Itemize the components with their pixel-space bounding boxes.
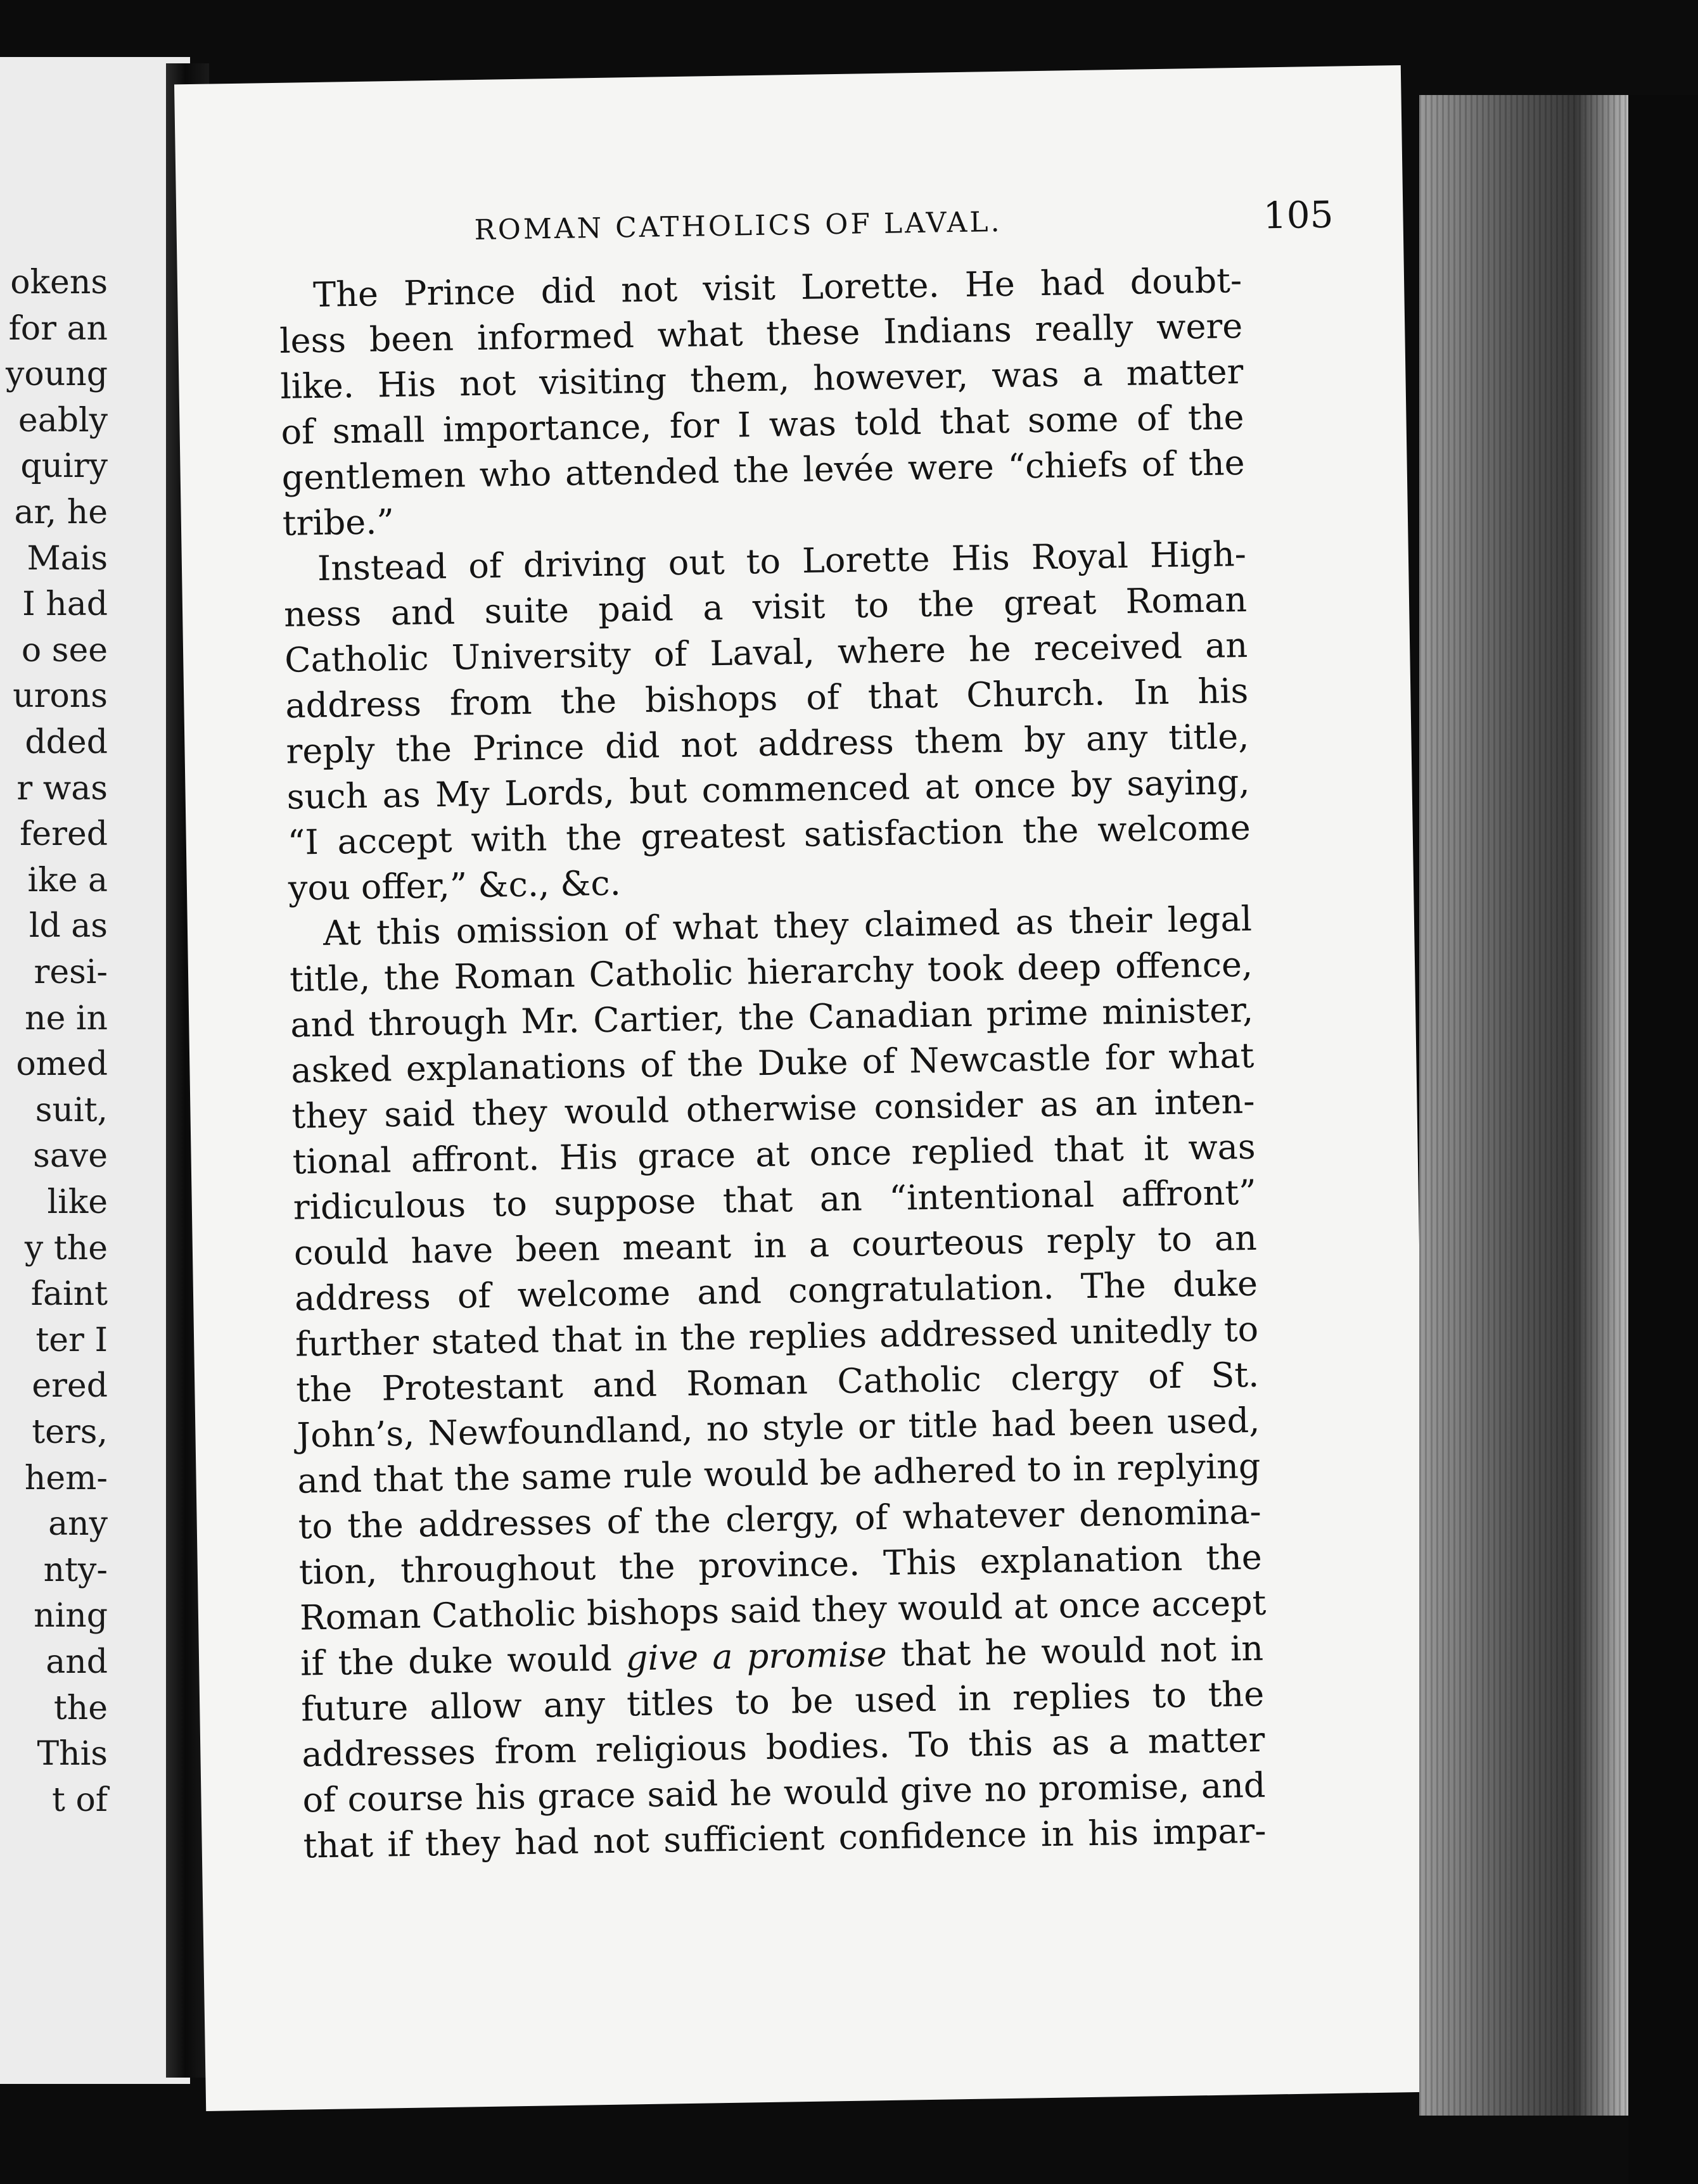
text-run: if the duke would: [300, 1638, 627, 1684]
left-page-line-fragment: young: [6, 355, 108, 394]
left-page-line-fragment: suit,: [35, 1091, 108, 1129]
text-line: ridiculous to suppose that an “intentional affront”: [293, 1172, 1257, 1228]
text-line: you offer,” &c., &c.: [288, 863, 622, 908]
left-page-line-fragment: okens: [10, 263, 108, 302]
left-page-line-fragment: I had: [22, 585, 108, 624]
text-line: reply the Prince did not address them by any title,: [286, 716, 1249, 771]
left-page-line-fragment: ne in: [25, 999, 108, 1038]
left-page-line-fragment: fered: [20, 815, 108, 854]
left-page-line-fragment: ar, he: [14, 493, 108, 531]
text-run: that he would not in: [886, 1628, 1264, 1675]
book-page: [174, 65, 1433, 2111]
left-page-line-fragment: ered: [32, 1367, 108, 1406]
running-head: ROMAN CATHOLICS OF LAVAL.: [474, 205, 1002, 246]
book-fore-edge: [1419, 95, 1628, 2116]
text-line: gentlemen who attended the levée were “chiefs of the: [281, 442, 1246, 498]
text-line: John’s, Newfoundland, no style or title had been used,: [297, 1400, 1260, 1456]
left-page-line-fragment: eably: [18, 401, 108, 440]
text-line: tion, throughout the province. This explanation the: [298, 1537, 1263, 1592]
left-page-line-fragment: ike a: [27, 861, 108, 899]
text-line: further stated that in the replies addressed unitedly to: [295, 1309, 1259, 1364]
text-line: like. His not visiting them, however, was a matter: [280, 351, 1244, 407]
left-page-line-fragment: ters,: [32, 1413, 108, 1451]
text-line: address of welcome and congratulation. The duke: [294, 1263, 1258, 1319]
text-line: tribe.”: [282, 502, 395, 543]
left-page-line-fragment: ter I: [35, 1321, 108, 1359]
text-line: addresses from religious bodies. To this as a matter: [301, 1719, 1265, 1775]
text-line: tional affront. His grace at once replied that it was: [292, 1126, 1256, 1182]
page-header: [176, 192, 1403, 262]
left-page-line-fragment: and: [46, 1643, 108, 1681]
left-page-line-fragment: any: [48, 1505, 108, 1544]
left-page-line-fragment: y the: [24, 1229, 108, 1267]
left-page-line-fragment: ning: [34, 1597, 108, 1635]
left-page-line-fragment: for an: [8, 309, 108, 348]
text-line: Instead of driving out to Lorette His Royal High-: [317, 533, 1247, 588]
page-number: 105: [1263, 193, 1334, 238]
text-line: they said they would otherwise consider as an inten-: [291, 1081, 1255, 1136]
text-line: address from the bishops of that Church. In his: [284, 670, 1249, 726]
text-line: Catholic University of Laval, where he received an: [284, 625, 1248, 680]
left-page-line-fragment: resi-: [34, 953, 108, 991]
text-line: “I accept with the greatest satisfaction the welcome: [287, 807, 1251, 863]
left-page-line-fragment: This: [37, 1735, 108, 1774]
left-page-line-fragment: like: [47, 1183, 108, 1221]
text-line: to the addresses of the clergy, of whatever denomina-: [298, 1491, 1262, 1547]
text-line: asked explanations of the Duke of Newcastle for what: [290, 1035, 1254, 1091]
body-text: [279, 258, 1267, 1869]
text-line: such as My Lords, but commenced at once by saying,: [286, 761, 1250, 817]
text-line: of small importance, for I was told that some of the: [281, 397, 1244, 452]
text-line: The Prince did not visit Lorette. He had doubt-: [312, 260, 1242, 315]
left-page-line-fragment: hem-: [24, 1459, 108, 1497]
left-page-line-fragment: r was: [16, 769, 108, 808]
text-line: future allow any titles to be used in replies to the: [300, 1673, 1265, 1729]
left-page-line-fragment: t of: [52, 1781, 108, 1819]
background-shadow: [1628, 95, 1698, 2184]
text-line: Roman Catholic bishops said they would at once accept: [299, 1582, 1267, 1638]
left-page-line-fragment: faint: [30, 1275, 108, 1314]
text-line: the Protestant and Roman Catholic clergy of St.: [295, 1354, 1260, 1410]
text-line: and that the same rule would be adhered to in replying: [297, 1445, 1261, 1501]
text-line: ness and suite paid a visit to the great Roman: [283, 579, 1248, 635]
text-line: title, the Roman Catholic hierarchy took deep offence,: [289, 944, 1253, 1000]
left-page-line-fragment: dded: [25, 723, 108, 761]
left-page-fragment: [0, 57, 190, 2084]
left-page-line-fragment: omed: [16, 1045, 108, 1084]
text-line: that if they had not sufficient confidence in his impar-: [303, 1810, 1267, 1866]
left-page-line-fragment: save: [33, 1137, 108, 1176]
text-line: less been informed what these Indians really were: [279, 305, 1243, 361]
left-page-line-fragment: ld as: [29, 907, 108, 946]
left-page-line-fragment: Mais: [27, 539, 108, 578]
text-line: of course his grace said he would give no promise, and: [302, 1765, 1266, 1820]
text-line: could have been meant in a courteous reply to an: [293, 1217, 1258, 1273]
text-line: and through Mr. Cartier, the Canadian prime minister,: [290, 989, 1254, 1045]
left-page-line-fragment: quiry: [20, 447, 108, 486]
left-page-line-fragment: the: [53, 1689, 108, 1727]
left-page-line-fragment: urons: [13, 677, 108, 716]
left-page-line-fragment: nty-: [43, 1551, 108, 1589]
left-page-line-fragment: o see: [21, 631, 108, 670]
italic-phrase: give a promise: [625, 1634, 888, 1679]
text-line: At this omission of what they claimed as their legal: [322, 898, 1253, 953]
